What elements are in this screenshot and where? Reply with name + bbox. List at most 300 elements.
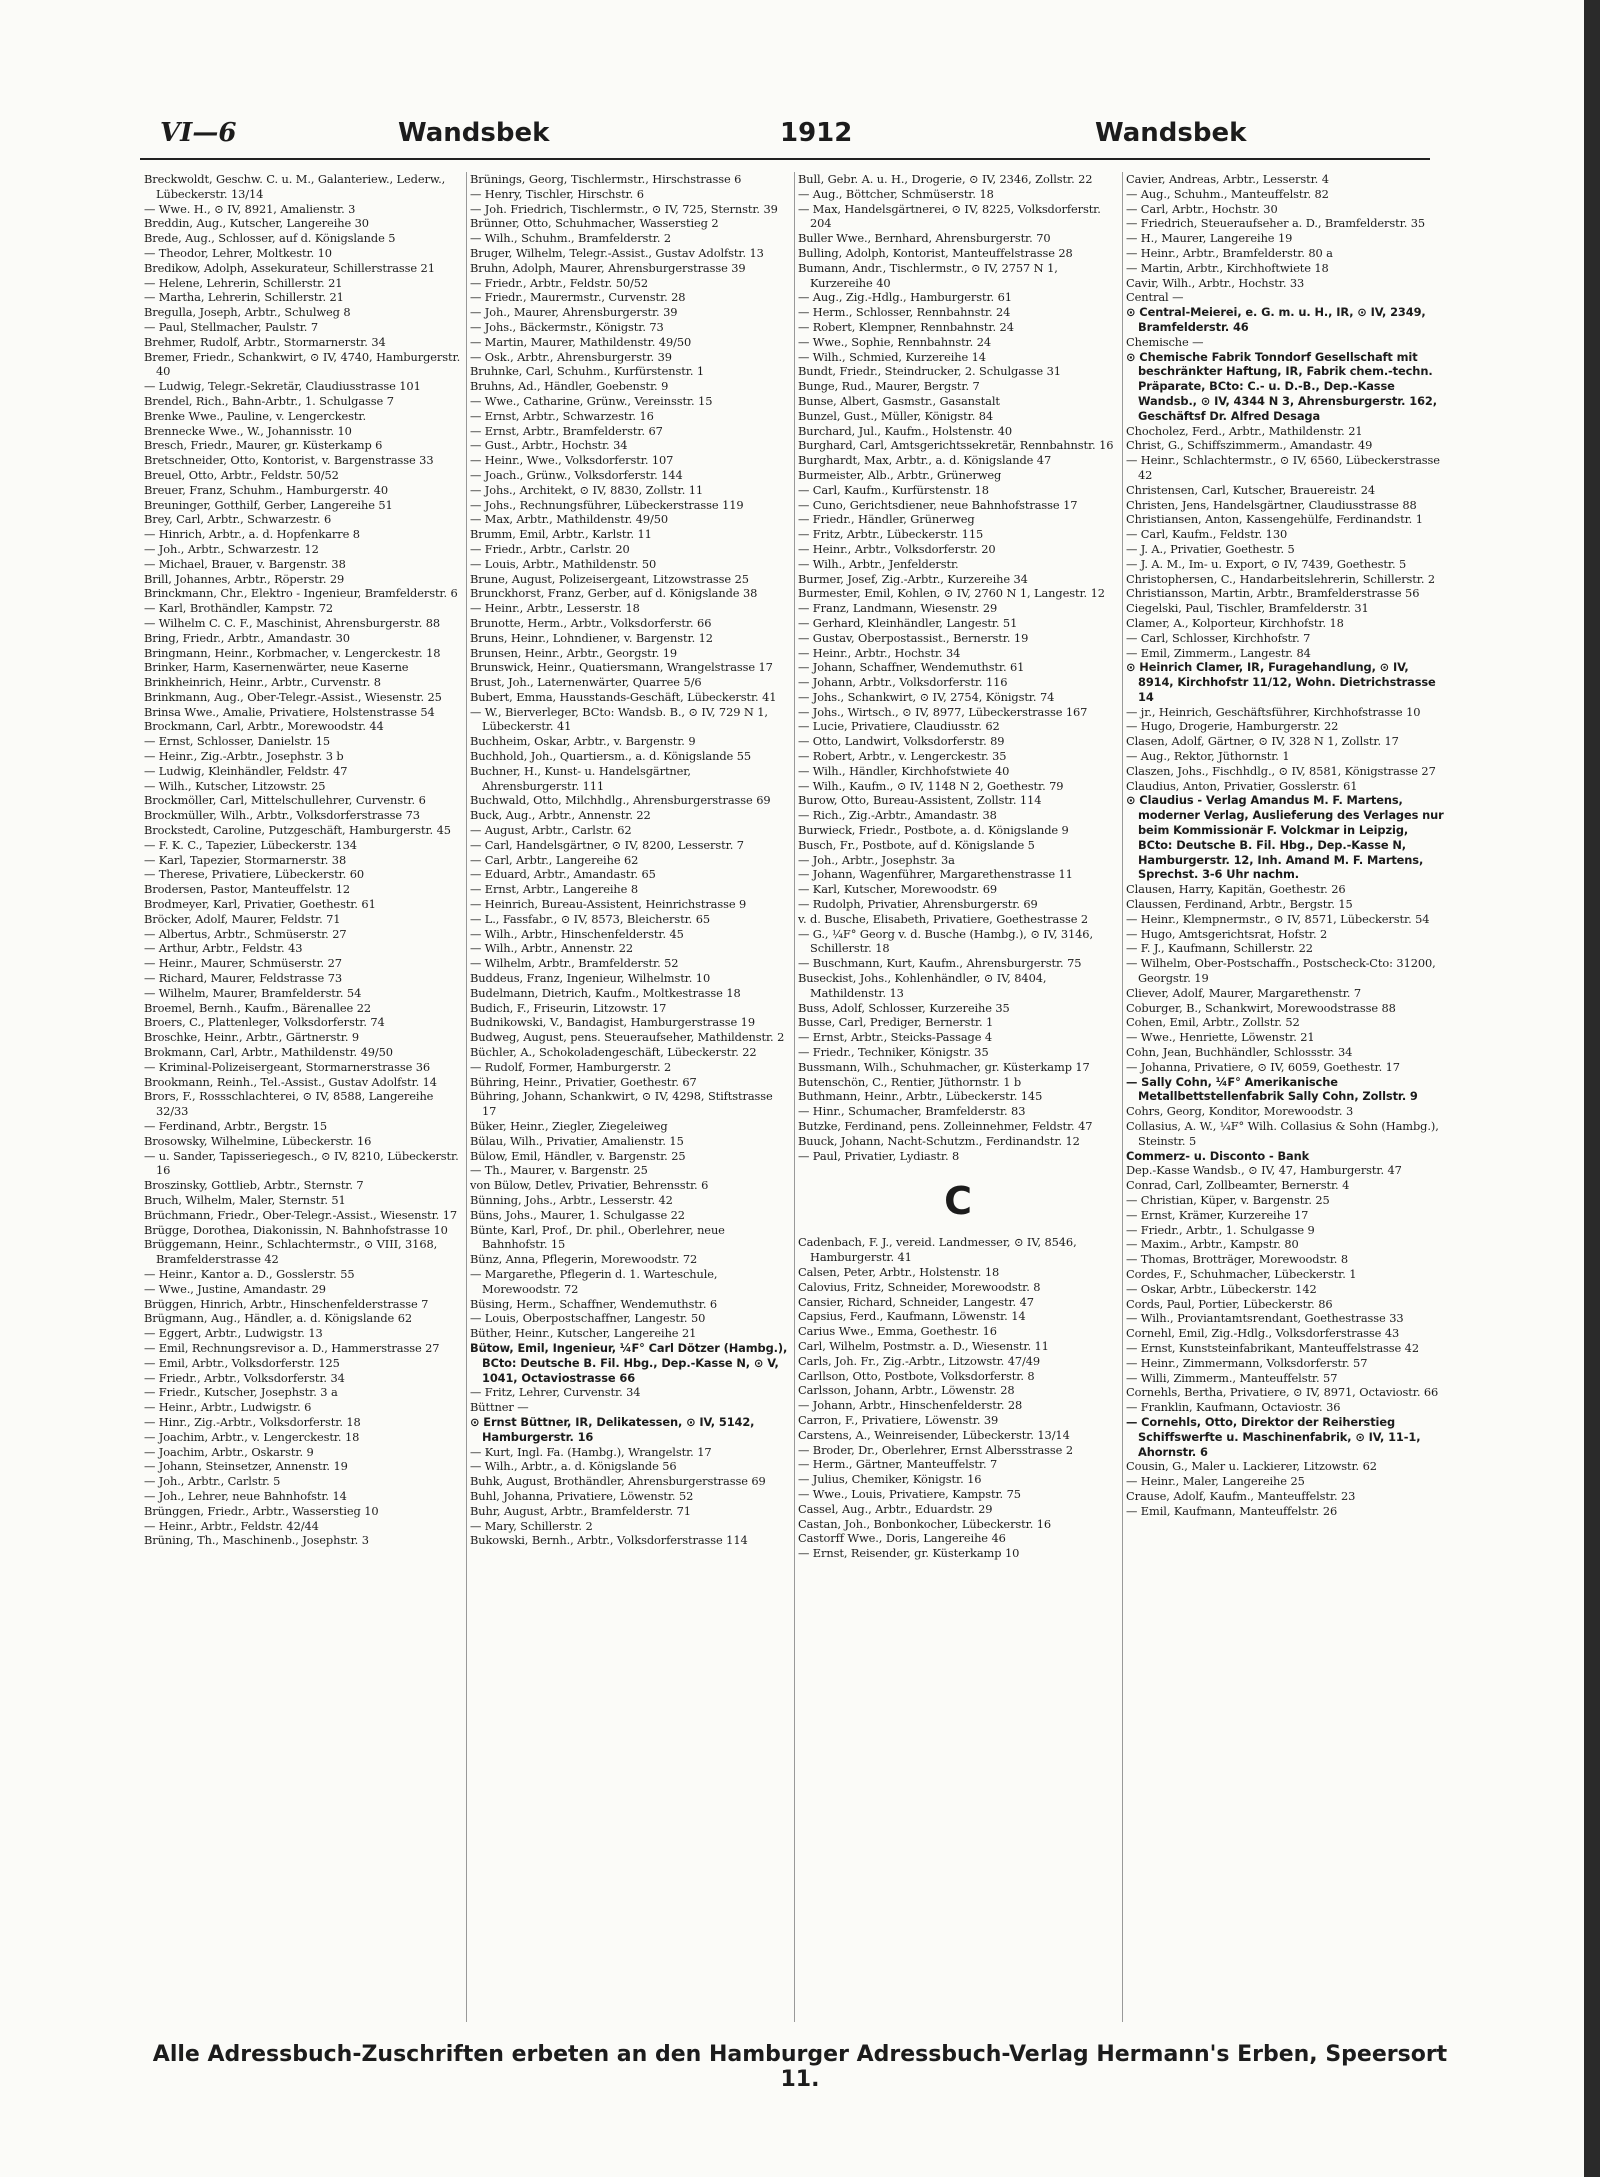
directory-entry: — Emil, Zimmerm., Langestr. 84 — [1126, 645, 1311, 660]
directory-entry: Buchner, H., Kunst- u. Handelsgärtner, Ahrensburgerstr. 111 — [470, 763, 691, 793]
directory-entry: — Martin, Arbtr., Kirchhoftwiete 18 — [1126, 260, 1329, 275]
directory-entry: — Margarethe, Pflegerin d. 1. Warteschule, Morewoodstr. 72 — [470, 1266, 718, 1296]
directory-entry: Bruhnke, Carl, Schuhm., Kurfürstenstr. 1 — [470, 364, 705, 379]
directory-entry: Büttner — — [470, 1400, 529, 1415]
directory-entry: — Willi, Zimmerm., Manteuffelstr. 57 — [1126, 1370, 1338, 1385]
directory-entry: — Johann, Steinsetzer, Annenstr. 19 — [144, 1459, 348, 1474]
directory-entry: Brehmer, Rudolf, Arbtr., Stormarnerstr. 34 — [144, 334, 386, 349]
directory-entry: Cornehl, Emil, Zig.-Hdlg., Volksdorferstrasse 43 — [1126, 1326, 1400, 1341]
directory-entry: Christen, Jens, Handelsgärtner, Claudiusstrasse 88 — [1126, 497, 1417, 512]
directory-entry: Christophersen, C., Handarbeitslehrerin, Schillerstr. 2 — [1126, 571, 1436, 586]
directory-entry: Cavier, Andreas, Arbtr., Lesserstr. 4 — [1126, 172, 1329, 186]
directory-entry: — Fritz, Lehrer, Curvenstr. 34 — [470, 1385, 641, 1400]
directory-entry: — Joh., Lehrer, neue Bahnhofstr. 14 — [144, 1488, 347, 1503]
directory-entry: — Cuno, Gerichtsdiener, neue Bahnhofstrasse 17 — [798, 497, 1078, 512]
directory-entry: Bühring, Johann, Schankwirt, ⊙ IV, 4298, Stiftstrasse 17 — [470, 1089, 773, 1119]
directory-entry: — L., Fassfabr., ⊙ IV, 8573, Bleicherstr. 65 — [470, 911, 711, 926]
directory-entry: Bundt, Friedr., Steindrucker, 2. Schulgasse 31 — [798, 364, 1061, 379]
directory-entry: — Wwe. H., ⊙ IV, 8921, Amalienstr. 3 — [144, 201, 356, 216]
directory-entry: — Friedr., Händler, Grünerweg — [798, 512, 975, 527]
directory-entry: — Eggert, Arbtr., Ludwigstr. 13 — [144, 1326, 323, 1341]
directory-entry: Brodmeyer, Karl, Privatier, Goethestr. 61 — [144, 897, 376, 912]
directory-entry: Brey, Carl, Arbtr., Schwarzestr. 6 — [144, 512, 332, 527]
directory-entry: Bremer, Friedr., Schankwirt, ⊙ IV, 4740, Hamburgerstr. 40 — [144, 349, 461, 379]
directory-entry: ⊙ Central-Meierei, e. G. m. u. H., IR, ⊙ IV, 2349, Bramfelderstr. 46 — [1126, 305, 1426, 334]
directory-entry: Brunckhorst, Franz, Gerber, auf d. Königslande 38 — [470, 586, 758, 601]
directory-entry: Burmester, Emil, Kohlen, ⊙ IV, 2760 N 1, Langestr. 12 — [798, 586, 1105, 601]
directory-entry: Breuel, Otto, Arbtr., Feldstr. 50/52 — [144, 467, 339, 482]
directory-entry: Burow, Otto, Bureau-Assistent, Zollstr. 114 — [798, 793, 1042, 808]
directory-entry: Cohrs, Georg, Konditor, Morewoodstr. 3 — [1126, 1104, 1354, 1119]
directory-entry: — Wilh., Arbtr., Jenfelderstr. — [798, 556, 959, 571]
directory-entry: Brunsen, Heinr., Arbtr., Georgstr. 19 — [470, 645, 678, 660]
directory-entry: — Ernst, Arbtr., Steicks-Passage 4 — [798, 1030, 993, 1045]
directory-entry: Brockmüller, Wilh., Arbtr., Volksdorferstrasse 73 — [144, 808, 420, 823]
directory-entry: — Carl, Arbtr., Hochstr. 30 — [1126, 201, 1278, 216]
directory-entry: — Karl, Kutscher, Morewoodstr. 69 — [798, 882, 998, 897]
header-year: 1912 — [780, 118, 853, 148]
directory-entry: — Franz, Landmann, Wiesenstr. 29 — [798, 601, 998, 616]
directory-entry: — Lucie, Privatiere, Claudiusstr. 62 — [798, 719, 1000, 734]
directory-entry: — Wilh., Händler, Kirchhofstwiete 40 — [798, 763, 1010, 778]
directory-entry: Burchard, Jul., Kaufm., Holstenstr. 40 — [798, 423, 1013, 438]
directory-entry: Bülow, Emil, Händler, v. Bargenstr. 25 — [470, 1148, 686, 1163]
directory-entry: — Ferdinand, Arbtr., Bergstr. 15 — [144, 1119, 328, 1133]
directory-entry: Brüggen, Hinrich, Arbtr., Hinschenfelderstrasse 7 — [144, 1296, 429, 1311]
directory-entry: Brüning, Th., Maschinenb., Josephstr. 3 — [144, 1533, 369, 1548]
directory-entry: Brünings, Georg, Tischlermstr., Hirschstrasse 6 — [470, 172, 742, 186]
directory-entry: — Wwe., Catharine, Grünw., Vereinsstr. 15 — [470, 393, 713, 408]
directory-entry: — Thomas, Brotträger, Morewoodstr. 8 — [1126, 1252, 1348, 1267]
directory-entry: Bruch, Wilhelm, Maler, Sternstr. 51 — [144, 1192, 346, 1207]
directory-entry: Cohn, Jean, Buchhändler, Schlossstr. 34 — [1126, 1045, 1353, 1060]
directory-entry: Brede, Aug., Schlosser, auf d. Königslande 5 — [144, 231, 396, 246]
directory-entry: — Wwe., Justine, Amandastr. 29 — [144, 1281, 326, 1296]
directory-entry: Cadenbach, F. J., vereid. Landmesser, ⊙ IV, 8546, Hamburgerstr. 41 — [798, 1235, 1077, 1265]
directory-entry: — Friedr., Arbtr., Carlstr. 20 — [470, 541, 630, 556]
directory-entry: Broemel, Bernh., Kaufm., Bärenallee 22 — [144, 1000, 372, 1015]
directory-entry: — Herm., Schlosser, Rennbahnstr. 24 — [798, 305, 1011, 320]
directory-entry: Bull, Gebr. A. u. H., Drogerie, ⊙ IV, 2346, Zollstr. 22 — [798, 172, 1093, 186]
directory-entry: — Friedr., Arbtr., Volksdorferstr. 34 — [144, 1370, 345, 1385]
directory-entry: Brenke Wwe., Pauline, v. Lengerckestr. — [144, 408, 367, 423]
directory-entry: — Mary, Schillerstr. 2 — [470, 1518, 593, 1533]
directory-entry: — Heinr., Maler, Langereihe 25 — [1126, 1474, 1305, 1489]
directory-entry: Central — — [1126, 290, 1184, 305]
directory-entry: — Hinrich, Arbtr., a. d. Hopfenkarre 8 — [144, 527, 360, 542]
directory-entry: Christiansson, Martin, Arbtr., Bramfelderstrasse 56 — [1126, 586, 1420, 601]
directory-entry: ⊙ Chemische Fabrik Tonndorf Gesellschaft mit beschränkter Haftung, IR, Fabrik chem.-techn. Präparate, BCto: C.- u. D.-B., Dep.-Kasse Wandsb., ⊙ IV, 4344 N 3, Ahrensburgerstr. 162, Geschäftsf Dr. Alfred Desaga — [1126, 349, 1437, 423]
directory-entry: Dep.-Kasse Wandsb., ⊙ IV, 47, Hamburgerstr. 47 — [1126, 1163, 1402, 1178]
page-number: VI—6 — [160, 118, 237, 148]
directory-entry: — Ernst, Reisender, gr. Küsterkamp 10 — [798, 1546, 1020, 1561]
directory-entry: — Wilh., Kaufm., ⊙ IV, 1148 N 2, Goethestr. 79 — [798, 778, 1064, 793]
directory-entry: v. d. Busche, Elisabeth, Privatiere, Goethestrasse 2 — [798, 911, 1089, 926]
directory-entry: — Heinr., Wwe., Volksdorferstr. 107 — [470, 453, 674, 468]
directory-entry: Chemische — — [1126, 334, 1204, 349]
directory-entry: — Buschmann, Kurt, Kaufm., Ahrensburgerstr. 75 — [798, 956, 1082, 971]
directory-entry: Budelmann, Dietrich, Kaufm., Moltkestrasse 18 — [470, 985, 741, 1000]
directory-entry: Breuninger, Gotthilf, Gerber, Langereihe 51 — [144, 497, 393, 512]
directory-entry: — Joachim, Arbtr., v. Lengerckestr. 18 — [144, 1429, 360, 1444]
directory-entry: — Max, Arbtr., Mathildenstr. 49/50 — [470, 512, 669, 527]
directory-entry: Burmeister, Alb., Arbtr., Grünerweg — [798, 467, 1002, 482]
directory-entry: — Heinr., Arbtr., Ludwigstr. 6 — [144, 1400, 312, 1415]
directory-entry: Buck, Aug., Arbtr., Annenstr. 22 — [470, 808, 651, 823]
directory-entry: — Carl, Arbtr., Langereihe 62 — [470, 852, 639, 867]
directory-entry: Cohen, Emil, Arbtr., Zollstr. 52 — [1126, 1015, 1300, 1030]
directory-entry: — Herm., Gärtner, Manteuffelstr. 7 — [798, 1457, 998, 1472]
directory-entry: — Maxim., Arbtr., Kampstr. 80 — [1126, 1237, 1299, 1252]
directory-entry: Brunswick, Heinr., Quatiersmann, Wrangelstrasse 17 — [470, 660, 773, 675]
directory-entry: — Cornehls, Otto, Direktor der Reiherstieg Schiffswerfte u. Maschinenfabrik, ⊙ IV, 11-1, Ahornstr. 6 — [1126, 1414, 1421, 1459]
directory-entry: Brinkheinrich, Heinr., Arbtr., Curvenstr. 8 — [144, 675, 381, 690]
directory-entry: — Johanna, Privatiere, ⊙ IV, 6059, Goethestr. 17 — [1126, 1059, 1400, 1074]
directory-entry: Brinsa Wwe., Amalie, Privatiere, Holstenstrasse 54 — [144, 704, 435, 719]
directory-entry: — Johs., Rechnungsführer, Lübeckerstrasse 119 — [470, 497, 744, 512]
directory-entry: — Henry, Tischler, Hirschstr. 6 — [470, 186, 644, 201]
directory-entry: — Johs., Wirtsch., ⊙ IV, 8977, Lübeckerstrasse 167 — [798, 704, 1088, 719]
directory-entry: Bröcker, Adolf, Maurer, Feldstr. 71 — [144, 911, 341, 926]
directory-entry: — Kriminal-Polizeisergeant, Stormarnerstrasse 36 — [144, 1059, 431, 1074]
directory-entry: Cansier, Richard, Schneider, Langestr. 47 — [798, 1294, 1034, 1309]
directory-entry: — Ernst, Arbtr., Schwarzestr. 16 — [470, 408, 654, 423]
directory-entry: Cordes, F., Schuhmacher, Lübeckerstr. 1 — [1126, 1266, 1357, 1281]
directory-entry: — Gustav, Oberpostassist., Bernerstr. 19 — [798, 630, 1029, 645]
directory-entry: — Emil, Kaufmann, Manteuffelstr. 26 — [1126, 1503, 1338, 1518]
directory-entry: Brosowsky, Wilhelmine, Lübeckerstr. 16 — [144, 1133, 372, 1148]
page-edge-shadow — [1584, 0, 1600, 2177]
section-letter: C — [944, 1179, 972, 1224]
directory-entry: Brokmann, Carl, Arbtr., Mathildenstr. 49/50 — [144, 1045, 393, 1060]
directory-entry: Brünggen, Friedr., Arbtr., Wasserstieg 10 — [144, 1503, 379, 1518]
directory-entry: Claussen, Ferdinand, Arbtr., Bergstr. 15 — [1126, 897, 1353, 912]
directory-entry: — Otto, Landwirt, Volksdorferstr. 89 — [798, 734, 1005, 749]
directory-entry: Breuer, Franz, Schuhm., Hamburgerstr. 40 — [144, 482, 389, 497]
directory-entry: Bubert, Emma, Hausstands-Geschäft, Lübeckerstr. 41 — [470, 689, 777, 704]
directory-entry: — Johann, Schaffner, Wendemuthstr. 61 — [798, 660, 1025, 675]
directory-entry: — Wilh., Arbtr., Hinschenfelderstr. 45 — [470, 926, 684, 941]
directory-entry: — Johann, Arbtr., Hinschenfelderstr. 28 — [798, 1398, 1023, 1413]
directory-entry: Christensen, Carl, Kutscher, Brauereistr. 24 — [1126, 482, 1376, 497]
directory-entry: — Rich., Zig.-Arbtr., Amandastr. 38 — [798, 808, 997, 823]
directory-entry: Calovius, Fritz, Schneider, Morewoodstr. 8 — [798, 1279, 1041, 1294]
directory-entry: — Arthur, Arbtr., Feldstr. 43 — [144, 941, 303, 956]
directory-entry: — Hugo, Drogerie, Hamburgerstr. 22 — [1126, 719, 1339, 734]
header-left-title: Wandsbek — [398, 118, 550, 148]
directory-entry: Buller Wwe., Bernhard, Ahrensburgerstr. 70 — [798, 231, 1051, 246]
directory-entry: Bringmann, Heinr., Korbmacher, v. Lengerckestr. 18 — [144, 645, 441, 660]
header-right-title: Wandsbek — [1095, 118, 1247, 148]
directory-entry: Claudius, Anton, Privatier, Gosslerstr. 61 — [1126, 778, 1358, 793]
directory-entry: — Heinr., Schlachtermstr., ⊙ IV, 6560, Lübeckerstrasse 42 — [1126, 453, 1440, 482]
directory-entry: — Kurt, Ingl. Fa. (Hambg.), Wrangelstr. 17 — [470, 1444, 712, 1459]
directory-entry: — Rudolf, Former, Hamburgerstr. 2 — [470, 1059, 672, 1074]
directory-entry: Burghard, Carl, Amtsgerichtssekretär, Rennbahnstr. 16 — [798, 438, 1114, 453]
directory-entry: — Karl, Brothändler, Kampstr. 72 — [144, 601, 334, 616]
directory-entry: Büker, Heinr., Ziegler, Ziegeleiweg — [470, 1119, 668, 1133]
directory-entry: — Helene, Lehrerin, Schillerstr. 21 — [144, 275, 343, 290]
directory-entry: — Johann, Wagenführer, Margarethenstrasse 11 — [798, 867, 1073, 882]
directory-entry: — Johann, Arbtr., Volksdorferstr. 116 — [798, 675, 1008, 690]
directory-entry: — H., Maurer, Langereihe 19 — [1126, 231, 1293, 246]
directory-entry: Brumm, Emil, Arbtr., Karlstr. 11 — [470, 527, 652, 542]
directory-entry: Brill, Johannes, Arbtr., Röperstr. 29 — [144, 571, 345, 586]
directory-entry: — Heinr., Maurer, Schmüserstr. 27 — [144, 956, 342, 971]
directory-entry: — Wwe., Sophie, Rennbahnstr. 24 — [798, 334, 991, 349]
directory-entry: Bunse, Albert, Gasmstr., Gasanstalt — [798, 393, 1000, 408]
directory-entry: Carls, Joh. Fr., Zig.-Arbtr., Litzowstr. 47/49 — [798, 1353, 1041, 1368]
directory-entry: — Wilh., Arbtr., Annenstr. 22 — [470, 941, 634, 956]
directory-entry: — Michael, Brauer, v. Bargenstr. 38 — [144, 556, 346, 571]
directory-entry: Carius Wwe., Emma, Goethestr. 16 — [798, 1324, 997, 1339]
directory-entry: — Franklin, Kaufmann, Octaviostr. 36 — [1126, 1400, 1341, 1415]
directory-entry: — Theodor, Lehrer, Moltkestr. 10 — [144, 245, 332, 260]
directory-entry: — Carl, Handelsgärtner, ⊙ IV, 8200, Lesserstr. 7 — [470, 837, 744, 852]
directory-entry: Buchheim, Oskar, Arbtr., v. Bargenstr. 9 — [470, 734, 696, 749]
directory-entry: — Wilhelm C. C. F., Maschinist, Ahrensburgerstr. 88 — [144, 615, 441, 630]
directory-entry: Busch, Fr., Postbote, auf d. Königslande 5 — [798, 837, 1035, 852]
directory-entry: — Gerhard, Kleinhändler, Langestr. 51 — [798, 615, 1018, 630]
directory-entry: — Johs., Bäckermstr., Königstr. 73 — [470, 319, 664, 334]
directory-entry: — Heinr., Klempnermstr., ⊙ IV, 8571, Lübeckerstr. 54 — [1126, 911, 1430, 926]
directory-entry: — J. A. M., Im- u. Export, ⊙ IV, 7439, Goethestr. 5 — [1126, 556, 1407, 571]
page-footer: Alle Adressbuch-Zuschriften erbeten an den Hamburger Adressbuch-Verlag Hermann's Erben, Speersort 11. — [152, 2042, 1448, 2092]
directory-entry: — Paul, Stellmacher, Paulstr. 7 — [144, 319, 318, 334]
directory-entry: Cornehls, Bertha, Privatiere, ⊙ IV, 8971, Octaviostr. 66 — [1126, 1385, 1439, 1400]
directory-entry: Crause, Adolf, Kaufm., Manteuffelstr. 23 — [1126, 1488, 1356, 1503]
directory-entry: — Gust., Arbtr., Hochstr. 34 — [470, 438, 628, 453]
directory-entry: Calsen, Peter, Arbtr., Holstenstr. 18 — [798, 1264, 1000, 1279]
directory-entry: — Christian, Küper, v. Bargenstr. 25 — [1126, 1192, 1330, 1207]
directory-entry: — Heinr., Arbtr., Feldstr. 42/44 — [144, 1518, 319, 1533]
directory-entry: — Heinr., Kantor a. D., Gosslerstr. 55 — [144, 1266, 355, 1281]
directory-entry: — Eduard, Arbtr., Amandastr. 65 — [470, 867, 656, 882]
directory-entry: — Ernst, Schlosser, Danielstr. 15 — [144, 734, 330, 749]
directory-entry: — Karl, Tapezier, Stormarnerstr. 38 — [144, 852, 347, 867]
directory-entry: — Emil, Arbtr., Volksdorferstr. 125 — [144, 1355, 340, 1370]
directory-entry: — Fritz, Arbtr., Lübeckerstr. 115 — [798, 527, 984, 542]
directory-entry: ⊙ Ernst Büttner, IR, Delikatessen, ⊙ IV, 5142, Hamburgerstr. 16 — [470, 1414, 755, 1444]
directory-entry: Budich, F., Friseurin, Litzowstr. 17 — [470, 1000, 667, 1015]
directory-entry: — F. J., Kaufmann, Schillerstr. 22 — [1126, 941, 1313, 956]
directory-entry: Buchwald, Otto, Milchhdlg., Ahrensburgerstrasse 69 — [470, 793, 771, 808]
directory-entry: — Albertus, Arbtr., Schmüserstr. 27 — [144, 926, 347, 941]
directory-column-3 — [798, 172, 1118, 2022]
directory-entry: Bukowski, Bernh., Arbtr., Volksdorferstrasse 114 — [470, 1533, 748, 1548]
directory-entry: — Carl, Schlosser, Kirchhofstr. 7 — [1126, 630, 1311, 645]
directory-entry: Buthmann, Heinr., Arbtr., Lübeckerstr. 145 — [798, 1089, 1043, 1104]
directory-entry: — Carl, Kaufm., Kurfürstenstr. 18 — [798, 482, 989, 497]
directory-entry: Cousin, G., Maler u. Lackierer, Litzowstr. 62 — [1126, 1459, 1377, 1474]
directory-entry: Brodersen, Pastor, Manteuffelstr. 12 — [144, 882, 350, 897]
directory-entry: Buseckist, Johs., Kohlenhändler, ⊙ IV, 8404, Mathildenstr. 13 — [798, 971, 1047, 1000]
directory-entry: Bünz, Anna, Pflegerin, Morewoodstr. 72 — [470, 1252, 698, 1267]
directory-entry: Brookmann, Reinh., Tel.-Assist., Gustav Adolfstr. 14 — [144, 1074, 437, 1089]
directory-entry: — G., ¼F° Georg v. d. Busche (Hambg.), ⊙ IV, 3146, Schillerstr. 18 — [798, 926, 1093, 956]
directory-entry: — Th., Maurer, v. Bargenstr. 25 — [470, 1163, 648, 1178]
directory-column-4 — [1126, 172, 1446, 2022]
directory-entry: Bretschneider, Otto, Kontorist, v. Bargenstrasse 33 — [144, 453, 434, 468]
directory-entry: Büns, Johs., Maurer, 1. Schulgasse 22 — [470, 1207, 685, 1222]
directory-entry: Cords, Paul, Portier, Lübeckerstr. 86 — [1126, 1296, 1333, 1311]
directory-entry: Büsing, Herm., Schaffner, Wendemuthstr. 6 — [470, 1296, 718, 1311]
directory-entry: — Ernst, Krämer, Kurzereihe 17 — [1126, 1207, 1309, 1222]
directory-entry: Brockstedt, Caroline, Putzgeschäft, Hamburgerstr. 45 — [144, 823, 451, 838]
directory-entry: Broers, C., Plattenleger, Volksdorferstr. 74 — [144, 1015, 385, 1030]
directory-entry: Brinker, Harm, Kasernenwärter, neue Kaserne — [144, 660, 409, 675]
directory-entry: Burmer, Josef, Zig.-Arbtr., Kurzereihe 34 — [798, 571, 1028, 586]
directory-entry: Bregulla, Joseph, Arbtr., Schulweg 8 — [144, 305, 351, 320]
directory-entry: — Wilh., Proviantamtsrendant, Goethestrasse 33 — [1126, 1311, 1404, 1326]
directory-entry: Budnikowski, V., Bandagist, Hamburgerstrasse 19 — [470, 1015, 755, 1030]
directory-entry: Bruger, Wilhelm, Telegr.-Assist., Gustav Adolfstr. 13 — [470, 245, 764, 260]
directory-entry: Ciegelski, Paul, Tischler, Bramfelderstr. 31 — [1126, 601, 1369, 616]
directory-entry: Broszinsky, Gottlieb, Arbtr., Sternstr. 7 — [144, 1178, 364, 1193]
directory-entry: Brüggemann, Heinr., Schlachtermstr., ⊙ VIII, 3168, Bramfelderstrasse 42 — [144, 1237, 438, 1267]
directory-entry: — Ernst, Kunststeinfabrikant, Manteuffelstrasse 42 — [1126, 1340, 1419, 1355]
directory-entry: Busse, Carl, Prediger, Bernerstr. 1 — [798, 1015, 994, 1030]
directory-entry: — F. K. C., Tapezier, Lübeckerstr. 134 — [144, 837, 357, 852]
directory-entry: Capsius, Ferd., Kaufmann, Löwenstr. 14 — [798, 1309, 1026, 1324]
directory-entry: — Martha, Lehrerin, Schillerstr. 21 — [144, 290, 344, 305]
directory-entry: — Wwe., Henriette, Löwenstr. 21 — [1126, 1030, 1315, 1045]
directory-entry: Castorff Wwe., Doris, Langereihe 46 — [798, 1531, 1006, 1546]
directory-entry: — Friedr., Arbtr., Feldstr. 50/52 — [470, 275, 649, 290]
directory-entry: — Heinr., Zimmermann, Volksdorferstr. 57 — [1126, 1355, 1368, 1370]
directory-entry: — Friedr., Techniker, Königstr. 35 — [798, 1045, 989, 1060]
directory-entry: Christiansen, Anton, Kassengehülfe, Ferdinandstr. 1 — [1126, 512, 1423, 527]
directory-entry: Carl, Wilhelm, Postmstr. a. D., Wiesenstr. 11 — [798, 1338, 1049, 1353]
directory-entry: Bunzel, Gust., Müller, Königstr. 84 — [798, 408, 994, 423]
directory-entry: — Aug., Böttcher, Schmüserstr. 18 — [798, 186, 994, 201]
directory-entry: Buddeus, Franz, Ingenieur, Wilhelmstr. 10 — [470, 971, 711, 986]
directory-entry: — Johs., Schankwirt, ⊙ IV, 2754, Königstr. 74 — [798, 689, 1055, 704]
directory-entry: Cavir, Wilh., Arbtr., Hochstr. 33 — [1126, 275, 1305, 290]
directory-entry: Cliever, Adolf, Maurer, Margarethenstr. 7 — [1126, 985, 1361, 1000]
directory-entry: — Joh. Friedrich, Tischlermstr., ⊙ IV, 725, Sternstr. 39 — [470, 201, 778, 216]
directory-entry: — Louis, Oberpostschaffner, Langestr. 50 — [470, 1311, 706, 1326]
directory-entry: Bünte, Karl, Prof., Dr. phil., Oberlehrer, neue Bahnhofstr. 15 — [470, 1222, 725, 1252]
directory-entry: Büchler, A., Schokoladengeschäft, Lübeckerstr. 22 — [470, 1045, 757, 1060]
directory-entry: — Louis, Arbtr., Mathildenstr. 50 — [470, 556, 657, 571]
directory-entry: Coburger, B., Schankwirt, Morewoodstrasse 88 — [1126, 1000, 1396, 1015]
directory-entry: — Sally Cohn, ¼F° Amerikanische Metallbettstellenfabrik Sally Cohn, Zollstr. 9 — [1126, 1074, 1418, 1104]
directory-entry: Brüchmann, Friedr., Ober-Telegr.-Assist., Wiesenstr. 17 — [144, 1207, 458, 1222]
directory-column-1 — [144, 172, 464, 2022]
directory-entry: von Bülow, Detlev, Privatier, Behrensstr. 6 — [470, 1178, 709, 1193]
directory-entry: Carron, F., Privatiere, Löwenstr. 39 — [798, 1412, 999, 1427]
directory-entry: Brügmann, Aug., Händler, a. d. Königslande 62 — [144, 1311, 412, 1326]
directory-entry: — Hinr., Schumacher, Bramfelderstr. 83 — [798, 1104, 1026, 1119]
directory-entry: Carlsson, Johann, Arbtr., Löwenstr. 28 — [798, 1383, 1015, 1398]
directory-entry: — Ernst, Arbtr., Bramfelderstr. 67 — [470, 423, 663, 438]
directory-entry: Bredikow, Adolph, Assekurateur, Schillerstrasse 21 — [144, 260, 435, 275]
directory-entry: — Paul, Privatier, Lydiastr. 8 — [798, 1148, 960, 1163]
directory-entry: — Martin, Maurer, Mathildenstr. 49/50 — [470, 334, 692, 349]
directory-entry: — Robert, Arbtr., v. Lengerckestr. 35 — [798, 749, 1007, 764]
directory-entry: — Robert, Klempner, Rennbahnstr. 24 — [798, 319, 1014, 334]
page-header — [140, 118, 1430, 160]
directory-entry: Chocholez, Ferd., Arbtr., Mathildenstr. 21 — [1126, 423, 1363, 438]
directory-entry: Bruns, Heinr., Lohndiener, v. Bargenstr. 12 — [470, 630, 713, 645]
directory-entry: Bulling, Adolph, Kontorist, Manteuffelstrasse 28 — [798, 245, 1073, 260]
directory-entry: Clamer, A., Kolporteur, Kirchhofstr. 18 — [1126, 615, 1344, 630]
directory-entry: — Friedr., Maurermstr., Curvenstr. 28 — [470, 290, 686, 305]
directory-entry: — Broder, Dr., Oberlehrer, Ernst Albersstrasse 2 — [798, 1442, 1073, 1457]
directory-entry: — Rudolph, Privatier, Ahrensburgerstr. 69 — [798, 897, 1038, 912]
directory-entry: Cassel, Aug., Arbtr., Eduardstr. 29 — [798, 1501, 993, 1516]
directory-entry: — Joachim, Arbtr., Oskarstr. 9 — [144, 1444, 314, 1459]
directory-column-2 — [470, 172, 790, 2022]
directory-entry: Carstens, A., Weinreisender, Lübeckerstr. 13/14 — [798, 1427, 1070, 1442]
directory-entry: Bresch, Friedr., Maurer, gr. Küsterkamp 6 — [144, 438, 383, 453]
directory-entry: — J. A., Privatier, Goethestr. 5 — [1126, 541, 1295, 556]
directory-entry: Budweg, August, pens. Steueraufseher, Mathildenstr. 2 — [470, 1030, 785, 1045]
directory-entry: Bunge, Rud., Maurer, Bergstr. 7 — [798, 379, 980, 394]
directory-entry: — Aug., Schuhm., Manteuffelstr. 82 — [1126, 186, 1329, 201]
directory-entry: — Friedrich, Steueraufseher a. D., Bramfelderstr. 35 — [1126, 216, 1426, 231]
directory-entry: Buhl, Johanna, Privatiere, Löwenstr. 52 — [470, 1488, 694, 1503]
directory-entry: — Wilh., Arbtr., a. d. Königslande 56 — [470, 1459, 677, 1474]
directory-entry: Brunotte, Herm., Arbtr., Volksdorferstr. 66 — [470, 615, 712, 630]
directory-entry: — Friedr., Kutscher, Josephstr. 3 a — [144, 1385, 338, 1400]
directory-entry: Bruhns, Ad., Händler, Goebenstr. 9 — [470, 379, 669, 394]
directory-entry: Buhk, August, Brothändler, Ahrensburgerstrasse 69 — [470, 1474, 766, 1489]
directory-entry: — Johs., Architekt, ⊙ IV, 8830, Zollstr. 11 — [470, 482, 704, 497]
directory-entry: — Aug., Zig.-Hdlg., Hamburgerstr. 61 — [798, 290, 1012, 305]
directory-entry: Brinckmann, Chr., Elektro - Ingenieur, Bramfelderstr. 6 — [144, 586, 458, 601]
directory-entry: — Therese, Privatiere, Lübeckerstr. 60 — [144, 867, 365, 882]
directory-entry: Bussmann, Wilh., Schuhmacher, gr. Küsterkamp 17 — [798, 1059, 1090, 1074]
directory-entry: — Osk., Arbtr., Ahrensburgerstr. 39 — [470, 349, 672, 364]
directory-entry: Brors, F., Rossschlachterei, ⊙ IV, 8588, Langereihe 32/33 — [144, 1089, 434, 1119]
column-divider — [466, 172, 467, 2022]
directory-entry: — Heinr., Zig.-Arbtr., Josephstr. 3 b — [144, 749, 344, 764]
directory-entry: Claszen, Johs., Fischhdlg., ⊙ IV, 8581, Königstrasse 27 — [1126, 763, 1436, 778]
directory-entry: Collasius, A. W., ¼F° Wilh. Collasius & Sohn (Hambg.), Steinstr. 5 — [1126, 1119, 1439, 1148]
directory-entry: — Ernst, Arbtr., Langereihe 8 — [470, 882, 638, 897]
directory-entry: — Heinr., Arbtr., Hochstr. 34 — [798, 645, 961, 660]
directory-entry: Breckwoldt, Geschw. C. u. M., Galanteriew., Lederw., Lübeckerstr. 13/14 — [144, 172, 446, 201]
directory-entry: Bumann, Andr., Tischlermstr., ⊙ IV, 2757 N 1, Kurzereihe 40 — [798, 260, 1058, 290]
directory-entry: Christ, G., Schiffszimmerm., Amandastr. 49 — [1126, 438, 1373, 453]
directory-entry: Brockmann, Carl, Arbtr., Morewoodstr. 44 — [144, 719, 384, 734]
directory-entry: — Wilh., Schuhm., Bramfelderstr. 2 — [470, 231, 672, 246]
directory-entry: Büther, Heinr., Kutscher, Langereihe 21 — [470, 1326, 697, 1341]
directory-entry: — Wilhelm, Arbtr., Bramfelderstr. 52 — [470, 956, 679, 971]
directory-entry: Brendel, Rich., Bahn-Arbtr., 1. Schulgasse 7 — [144, 393, 394, 408]
directory-entry: Brennecke Wwe., W., Johannisstr. 10 — [144, 423, 352, 438]
directory-entry: — u. Sander, Tapisseriegesch., ⊙ IV, 8210, Lübeckerstr. 16 — [144, 1148, 459, 1178]
directory-entry: — Aug., Rektor, Jüthornstr. 1 — [1126, 749, 1290, 764]
directory-entry: Commerz- u. Disconto - Bank — [1126, 1148, 1310, 1163]
directory-entry: — Joh., Arbtr., Schwarzestr. 12 — [144, 541, 319, 556]
directory-entry: Burghardt, Max, Arbtr., a. d. Königslande 47 — [798, 453, 1052, 468]
directory-entry: ⊙ Claudius - Verlag Amandus M. F. Martens, moderner Verlag, Auslieferung des Verlages nur beim Kommissionär F. Volckmar in Leipzig, BCto: Deutsche B. Fil. Hbg., Dep.-Kasse N, Hamburgerstr. 12, Inh. Amand M. F. Martens, Sprechst. 3-6 Uhr nachm. — [1126, 793, 1444, 882]
directory-entry: — Emil, Rechnungsrevisor a. D., Hammerstrasse 27 — [144, 1340, 440, 1355]
directory-entry: Brünner, Otto, Schuhmacher, Wasserstieg 2 — [470, 216, 719, 231]
directory-entry: — August, Arbtr., Carlstr. 62 — [470, 823, 632, 838]
directory-entry: — Joh., Arbtr., Carlstr. 5 — [144, 1474, 281, 1489]
column-divider — [794, 172, 795, 2022]
directory-entry: — Max, Handelsgärtnerei, ⊙ IV, 8225, Volksdorferstr. 204 — [798, 201, 1101, 231]
directory-entry: — Richard, Maurer, Feldstrasse 73 — [144, 971, 342, 986]
directory-entry: Buss, Adolf, Schlosser, Kurzereihe 35 — [798, 1000, 1010, 1015]
directory-entry: — Ludwig, Telegr.-Sekretär, Claudiusstrasse 101 — [144, 379, 421, 394]
column-divider — [1122, 172, 1123, 2022]
directory-entry: Castan, Joh., Bonbonkocher, Lübeckerstr. 16 — [798, 1516, 1052, 1531]
